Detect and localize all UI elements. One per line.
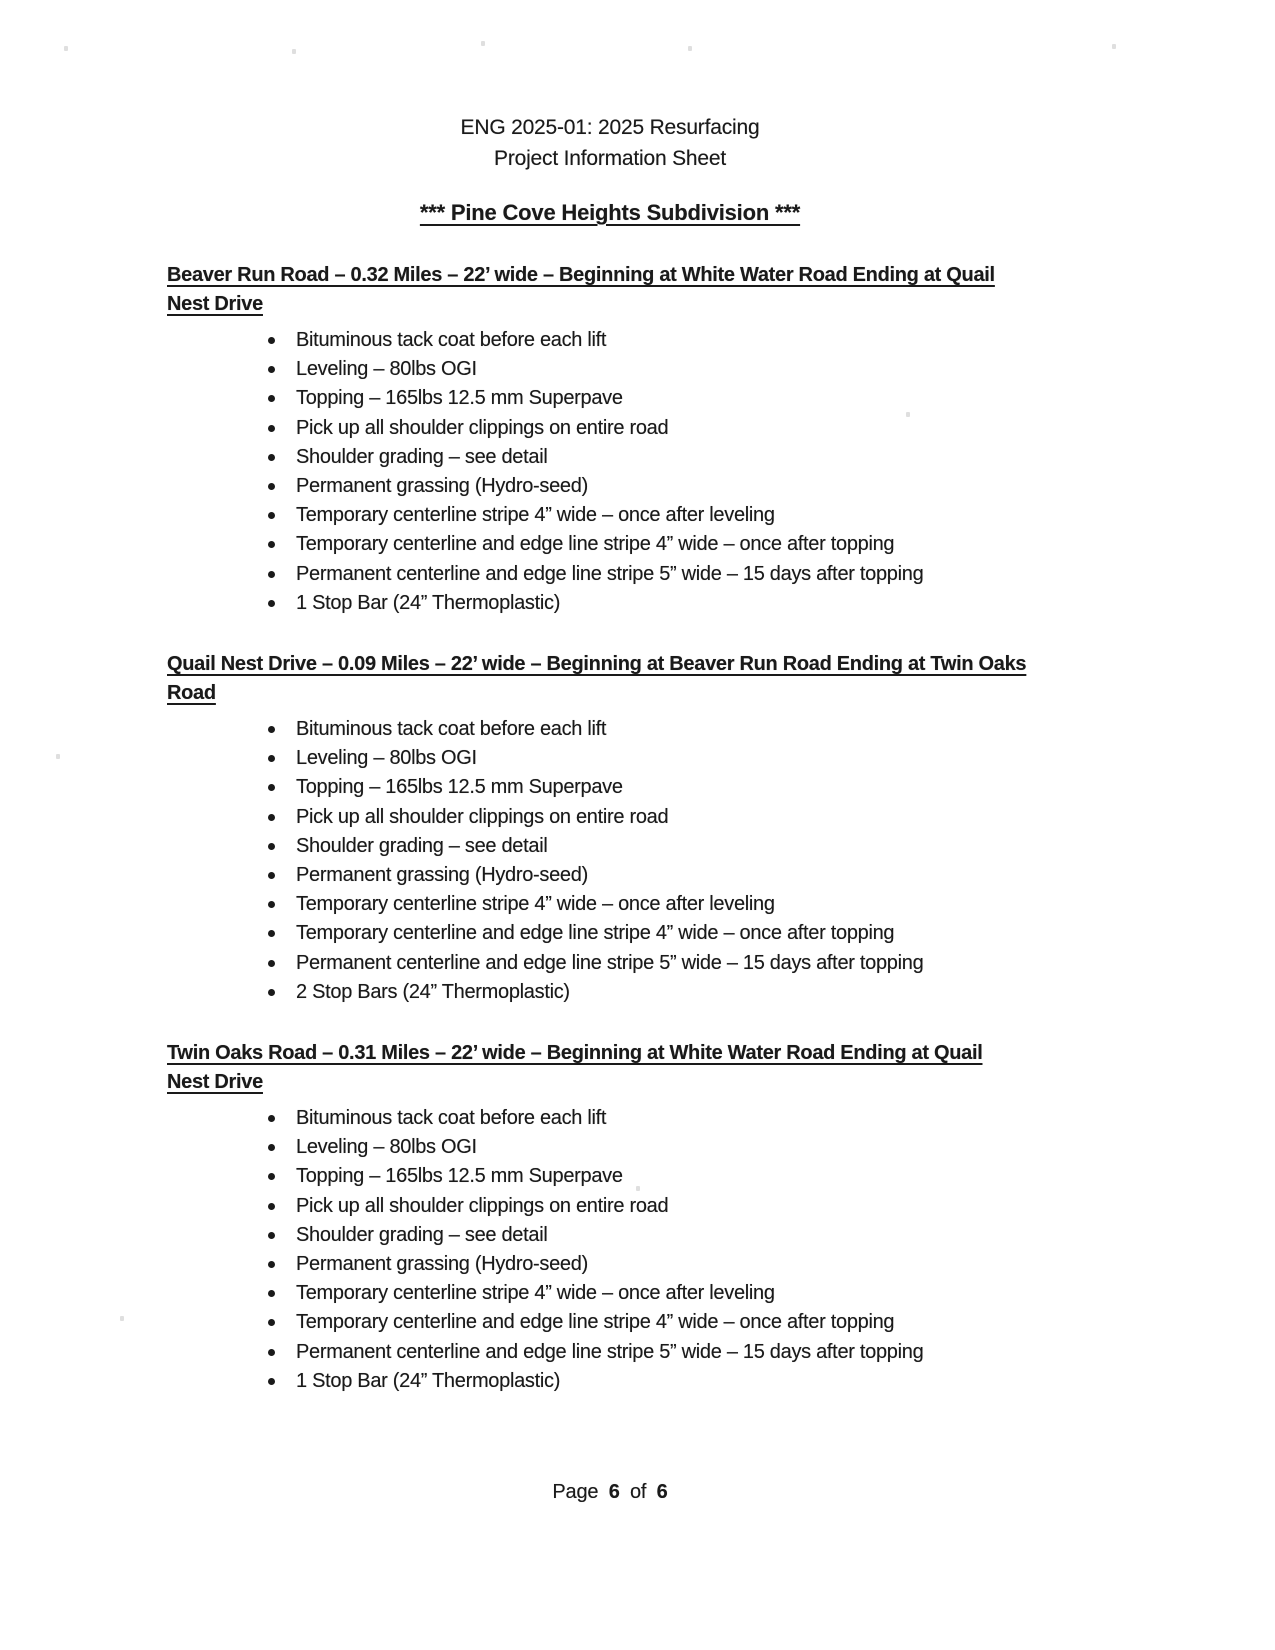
bullet-icon (268, 1232, 275, 1239)
spec-item (268, 589, 1053, 618)
bullet-icon (268, 726, 275, 733)
document-header (167, 112, 1053, 228)
spec-item-text: Shoulder grading – see detail (296, 834, 548, 857)
page-footer (167, 1481, 1053, 1504)
bullet-icon (268, 541, 275, 548)
spec-list (167, 1104, 1053, 1396)
road-section (167, 261, 1053, 618)
spec-item-text: Temporary centerline stripe 4” wide – once after leveling (296, 504, 775, 527)
subdivision-heading (167, 198, 1053, 228)
bullet-icon (268, 1203, 275, 1210)
bullet-icon (268, 843, 275, 850)
spec-item-text: Leveling – 80lbs OGI (296, 747, 477, 770)
road-section-heading (167, 1039, 1053, 1097)
bullet-icon (268, 1173, 275, 1180)
spec-list (167, 715, 1053, 1007)
spec-item (268, 773, 1053, 802)
spec-item (268, 355, 1053, 384)
scan-speckle (636, 1186, 640, 1191)
scan-speckle (292, 49, 296, 54)
spec-item-text: Leveling – 80lbs OGI (296, 1136, 477, 1159)
bullet-icon (268, 483, 275, 490)
bullet-icon (268, 814, 275, 821)
bullet-icon (268, 1115, 275, 1122)
road-heading-line: Nest Drive (167, 1071, 263, 1094)
spec-item (268, 949, 1053, 978)
scan-speckle (688, 46, 692, 51)
spec-item (268, 832, 1053, 861)
spec-item-text: Temporary centerline and edge line stripe 4” wide – once after topping (296, 922, 895, 945)
bullet-icon (268, 395, 275, 402)
spec-item-text: 2 Stop Bars (24” Thermoplastic) (296, 980, 570, 1003)
sections-container (167, 261, 1053, 1396)
footer-of-label: of (630, 1481, 647, 1504)
spec-item (268, 1367, 1053, 1396)
bullet-icon (268, 1290, 275, 1297)
road-section-heading (167, 261, 1053, 319)
road-heading-line: Twin Oaks Road – 0.31 Miles – 22’ wide – Beginning at White Water Road Ending at Quail (167, 1042, 983, 1065)
road-section (167, 1039, 1053, 1396)
spec-item (268, 1162, 1053, 1191)
document-subtitle: Project Information Sheet (494, 147, 726, 170)
subdivision-heading-text: *** Pine Cove Heights Subdivision *** (419, 200, 801, 225)
road-heading-line: Beaver Run Road – 0.32 Miles – 22’ wide – Beginning at White Water Road Ending at Quail (167, 264, 995, 286)
spec-item-text: Permanent grassing (Hydro-seed) (296, 864, 588, 887)
bullet-icon (268, 989, 275, 996)
footer-page-label: Page (552, 1481, 599, 1504)
spec-item-text: Pick up all shoulder clippings on entire road (296, 805, 669, 828)
spec-item-text: Topping – 165lbs 12.5 mm Superpave (296, 776, 623, 799)
road-heading-line: Nest Drive (167, 293, 263, 315)
spec-item (268, 472, 1053, 501)
spec-item (268, 326, 1053, 355)
spec-item (268, 890, 1053, 919)
spec-item-text: Bituminous tack coat before each lift (296, 718, 607, 741)
spec-item (268, 803, 1053, 832)
bullet-icon (268, 600, 275, 607)
spec-item (268, 1308, 1053, 1337)
road-heading-line: Road (167, 682, 216, 705)
footer-page-number: 6 (608, 1481, 620, 1504)
spec-item-text: Shoulder grading – see detail (296, 1223, 548, 1246)
spec-item (268, 443, 1053, 472)
bullet-icon (268, 1349, 275, 1356)
spec-item (268, 384, 1053, 413)
road-section (167, 650, 1053, 1007)
spec-item (268, 1279, 1053, 1308)
bullet-icon (268, 1261, 275, 1268)
road-section-heading (167, 650, 1053, 708)
spec-item-text: Shoulder grading – see detail (296, 445, 548, 468)
bullet-icon (268, 1378, 275, 1385)
document-title: ENG 2025-01: 2025 Resurfacing (460, 116, 760, 139)
spec-item-text: Pick up all shoulder clippings on entire road (296, 1194, 669, 1217)
bullet-icon (268, 512, 275, 519)
spec-item-text: Pick up all shoulder clippings on entire road (296, 416, 669, 439)
scan-speckle (120, 1316, 124, 1321)
bullet-icon (268, 366, 275, 373)
spec-item (268, 715, 1053, 744)
bullet-icon (268, 1144, 275, 1151)
spec-item (268, 744, 1053, 773)
spec-item-text: Leveling – 80lbs OGI (296, 358, 477, 381)
spec-item (268, 1338, 1053, 1367)
spec-item-text: Topping – 165lbs 12.5 mm Superpave (296, 1165, 623, 1188)
bullet-icon (268, 784, 275, 791)
spec-item (268, 919, 1053, 948)
spec-item-text: Temporary centerline and edge line stripe 4” wide – once after topping (296, 1311, 895, 1334)
bullet-icon (268, 930, 275, 937)
spec-list (167, 326, 1053, 618)
spec-item-text: Topping – 165lbs 12.5 mm Superpave (296, 387, 623, 410)
bullet-icon (268, 901, 275, 908)
bullet-icon (268, 425, 275, 432)
scan-speckle (906, 412, 910, 417)
spec-item-text: Temporary centerline stripe 4” wide – once after leveling (296, 1282, 775, 1305)
road-heading-line: Quail Nest Drive – 0.09 Miles – 22’ wide – Beginning at Beaver Run Road Ending at Twin Oaks (167, 653, 1027, 676)
bullet-icon (268, 571, 275, 578)
bullet-icon (268, 454, 275, 461)
spec-item-text: Temporary centerline and edge line stripe 4” wide – once after topping (296, 533, 895, 556)
spec-item (268, 1104, 1053, 1133)
spec-item-text: Temporary centerline stripe 4” wide – once after leveling (296, 893, 775, 916)
scan-speckle (481, 41, 485, 46)
bullet-icon (268, 337, 275, 344)
spec-item (268, 501, 1053, 530)
spec-item-text: 1 Stop Bar (24” Thermoplastic) (296, 1369, 561, 1392)
spec-item-text: Permanent centerline and edge line stripe 5” wide – 15 days after topping (296, 1340, 924, 1363)
spec-item-text: Bituminous tack coat before each lift (296, 329, 607, 351)
spec-item (268, 560, 1053, 589)
spec-item (268, 1192, 1053, 1221)
spec-item (268, 861, 1053, 890)
spec-item (268, 530, 1053, 559)
bullet-icon (268, 1319, 275, 1326)
bullet-icon (268, 872, 275, 879)
spec-item (268, 414, 1053, 443)
spec-item-text: Permanent grassing (Hydro-seed) (296, 475, 588, 498)
spec-item (268, 1133, 1053, 1162)
spec-item-text: Permanent centerline and edge line stripe 5” wide – 15 days after topping (296, 562, 924, 585)
spec-item-text: Bituminous tack coat before each lift (296, 1107, 607, 1130)
bullet-icon (268, 960, 275, 967)
scan-speckle (56, 754, 60, 759)
scan-speckle (1112, 44, 1116, 49)
spec-item (268, 1250, 1053, 1279)
footer-total-pages: 6 (656, 1481, 668, 1504)
spec-item (268, 978, 1053, 1007)
scan-speckle (64, 46, 68, 51)
spec-item-text: Permanent centerline and edge line stripe 5” wide – 15 days after topping (296, 951, 924, 974)
bullet-icon (268, 755, 275, 762)
spec-item (268, 1221, 1053, 1250)
spec-item-text: Permanent grassing (Hydro-seed) (296, 1253, 588, 1276)
spec-item-text: 1 Stop Bar (24” Thermoplastic) (296, 591, 561, 614)
